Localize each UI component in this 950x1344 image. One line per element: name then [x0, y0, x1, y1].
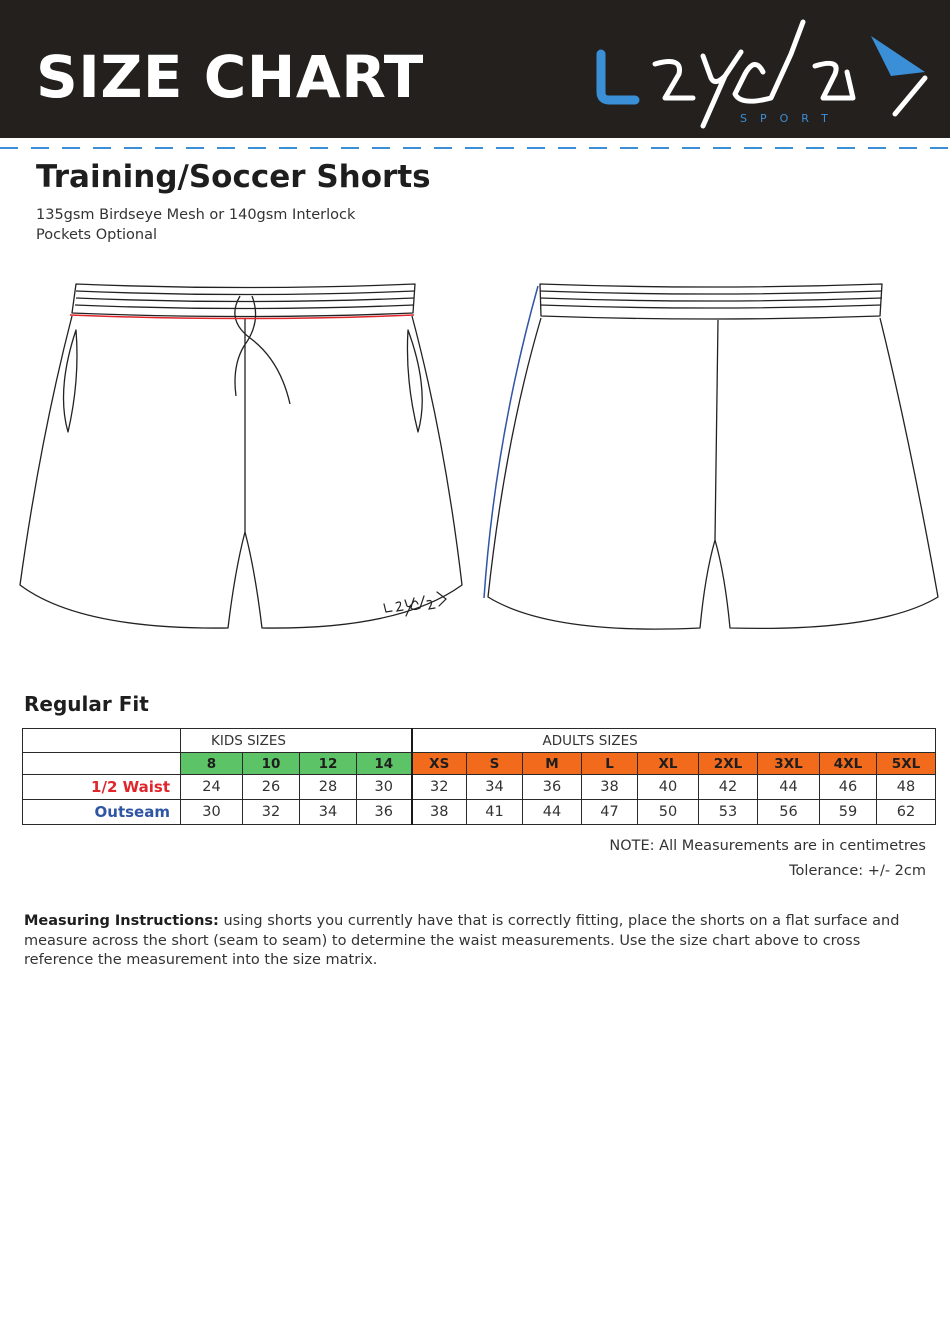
value-cell: 28 [300, 775, 357, 800]
size-label-cell [23, 753, 181, 775]
shorts-illustration [0, 270, 950, 670]
header-bar [0, 0, 950, 138]
instructions-text: using shorts you currently have that is correctly fitting, place the shorts on a flat surface and measure across the short (seam to seam) to determine the waist measurements. Use the size chart above to cross reference the measurement into the size matrix. [24, 913, 900, 968]
logo-subtitle: SPORT [740, 112, 841, 125]
size-cell: 2XL [699, 753, 758, 775]
dashed-divider [0, 146, 950, 150]
value-cell: 36 [357, 800, 412, 825]
page-title: SIZE CHART [36, 43, 424, 111]
value-cell: 47 [582, 800, 638, 825]
product-title: Training/Soccer Shorts [36, 159, 431, 195]
value-cell: 48 [877, 775, 936, 800]
value-cell: 38 [582, 775, 638, 800]
size-cell: L [582, 753, 638, 775]
value-cell: 38 [412, 800, 467, 825]
value-cell: 56 [758, 800, 820, 825]
value-cell: 34 [467, 775, 523, 800]
back-shorts-drawing [488, 284, 938, 629]
instructions-label: Measuring Instructions: [24, 913, 219, 929]
product-fabric: 135gsm Birdseye Mesh or 140gsm Interlock [36, 207, 356, 223]
front-shorts-drawing [20, 284, 462, 628]
value-cell: 42 [699, 775, 758, 800]
table-corner-cell [23, 729, 181, 753]
size-cell: S [467, 753, 523, 775]
size-cell: M [523, 753, 582, 775]
value-cell: 32 [243, 800, 300, 825]
size-cell: 3XL [758, 753, 820, 775]
value-cell: 24 [181, 775, 243, 800]
table-row-waist [23, 775, 936, 800]
front-leg-logo [384, 592, 446, 616]
size-cell: XL [638, 753, 699, 775]
size-cell: 10 [243, 753, 300, 775]
value-cell: 50 [638, 800, 699, 825]
value-cell: 53 [699, 800, 758, 825]
value-cell: 36 [523, 775, 582, 800]
value-cell: 34 [300, 800, 357, 825]
outseam-row-label: Outseam [23, 800, 181, 825]
adults-sizes-header: ADULTS SIZES [412, 729, 936, 753]
size-cell: XS [412, 753, 467, 775]
product-pockets-note: Pockets Optional [36, 227, 158, 243]
units-note: NOTE: All Measurements are in centimetres [609, 838, 926, 854]
value-cell: 40 [638, 775, 699, 800]
value-cell: 30 [357, 775, 412, 800]
fit-title: Regular Fit [24, 692, 149, 716]
value-cell: 44 [523, 800, 582, 825]
measuring-instructions [24, 912, 924, 971]
size-cell: 5XL [877, 753, 936, 775]
size-cell: 8 [181, 753, 243, 775]
value-cell: 44 [758, 775, 820, 800]
vayda-logo [595, 14, 930, 134]
tolerance-note: Tolerance: +/- 2cm [789, 863, 926, 879]
size-cell: 4XL [820, 753, 877, 775]
value-cell: 30 [181, 800, 243, 825]
value-cell: 62 [877, 800, 936, 825]
value-cell: 41 [467, 800, 523, 825]
table-row-outseam [23, 800, 936, 825]
value-cell: 59 [820, 800, 877, 825]
size-table [22, 728, 936, 825]
kids-sizes-header: KIDS SIZES [181, 729, 412, 753]
waist-row-label: 1/2 Waist [23, 775, 181, 800]
size-cell: 12 [300, 753, 357, 775]
size-cell: 14 [357, 753, 412, 775]
value-cell: 46 [820, 775, 877, 800]
value-cell: 32 [412, 775, 467, 800]
value-cell: 26 [243, 775, 300, 800]
